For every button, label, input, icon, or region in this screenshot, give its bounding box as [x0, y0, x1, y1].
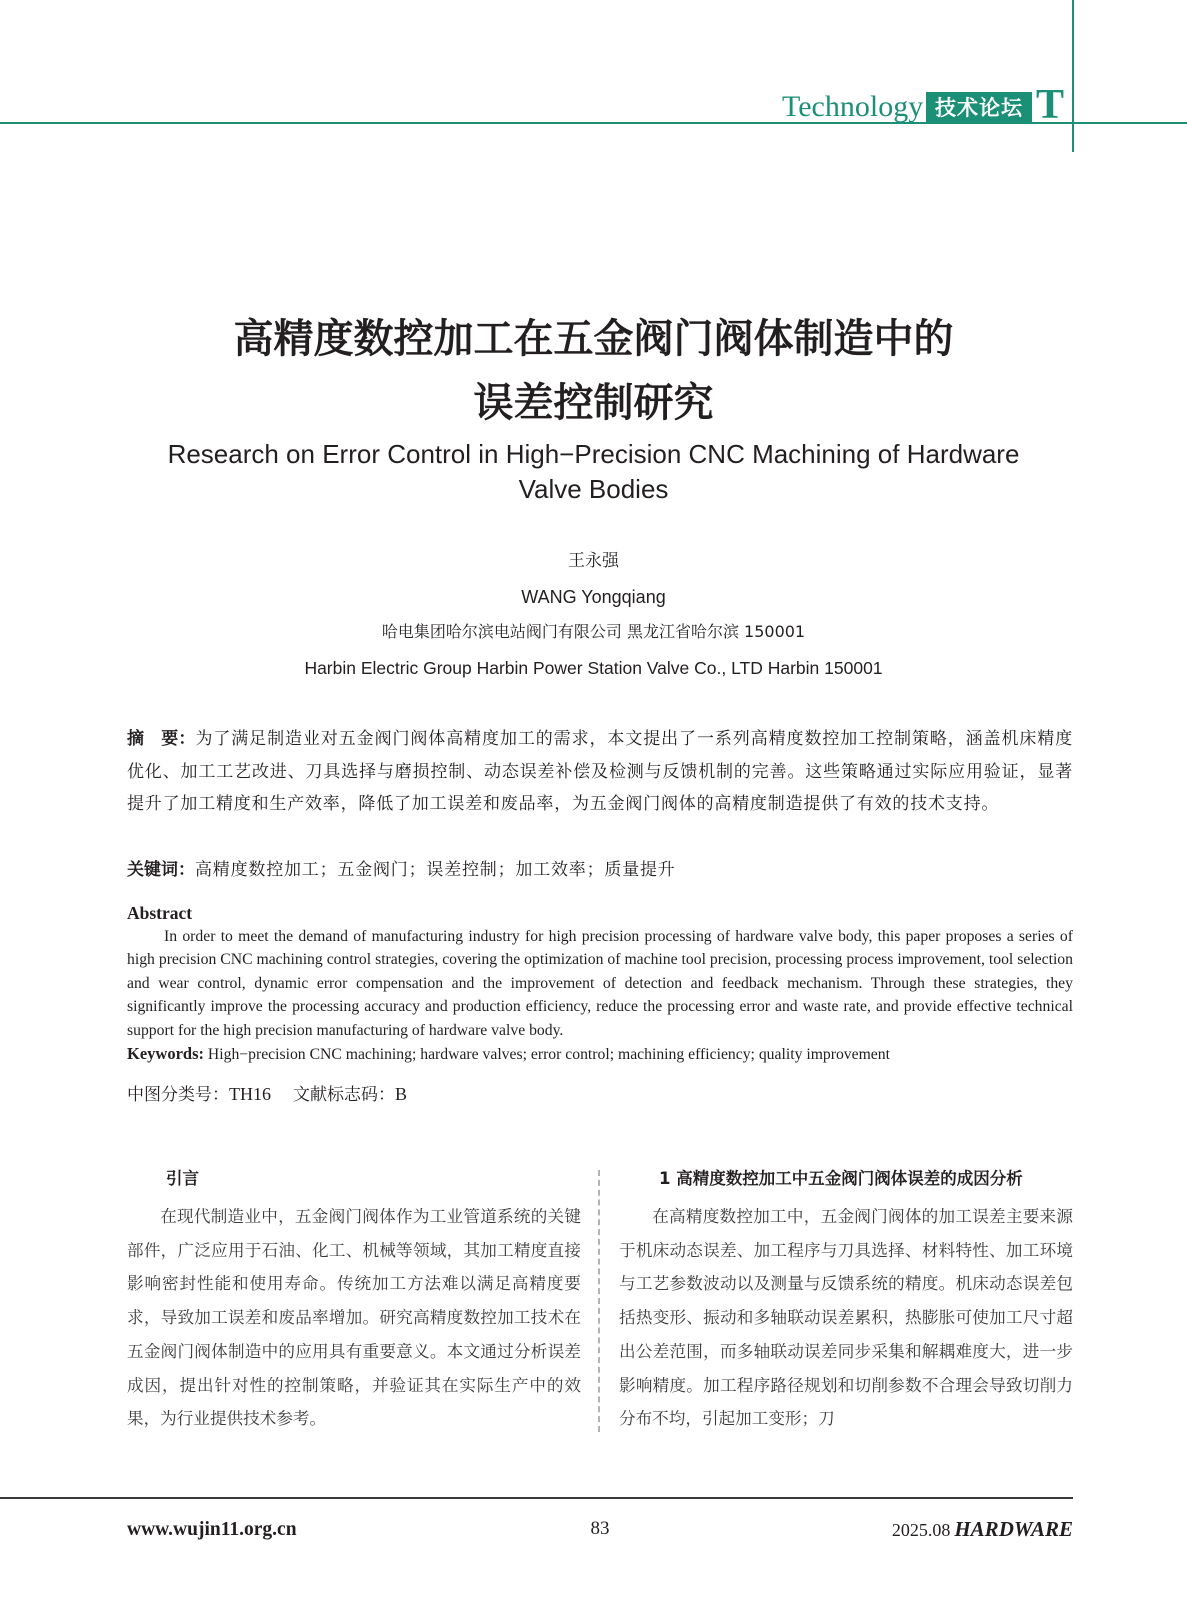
column-divider: [598, 1170, 600, 1432]
keywords-en-label: Keywords:: [127, 1044, 204, 1063]
title-cn-line2: 误差控制研究: [473, 380, 714, 426]
author-name-cn: 王永强: [568, 551, 619, 571]
doc-code-label: 文献标志码：: [293, 1085, 395, 1105]
abstract-en-text: In order to meet the demand of manufacturing industry for high precision processing of hardware valve body, this paper proposes a series of high precision CNC machining control strategies, covering the optimization of machine tool precision, processing process improvement, tool selection and wear control, dynamic error compensation and the improvement of detection and feedback mechanism. Through these strategies, they significantly improve the processing accuracy and production efficiency, reduce the processing error and waste rate, and provide effective technical support for the high precision manufacturing of hardware valve body.: [127, 928, 1073, 1039]
author-name-en: WANG Yongqiang: [521, 587, 666, 607]
doc-code-value: B: [395, 1084, 408, 1104]
keywords-cn-text: 高精度数控加工；五金阀门；误差控制；加工效率；质量提升: [195, 860, 676, 880]
title-en-line1: Research on Error Control in High−Precision CNC Machining of Hardware: [167, 439, 1020, 469]
section-heading-1: 1 高精度数控加工中五金阀门阀体误差的成因分析: [659, 1169, 1023, 1188]
affiliation-cn: 哈电集团哈尔滨电站阀门有限公司 黑龙江省哈尔滨 150001: [381, 622, 806, 641]
footer-issue: [800, 1516, 1073, 1545]
footer-rule: [0, 1497, 1073, 1499]
keywords-en: [127, 1042, 1073, 1066]
clc-label: 中图分类号：: [127, 1085, 229, 1105]
classification-line: [127, 1080, 407, 1109]
abstract-en-heading: Abstract: [127, 903, 193, 923]
section-label-en: Technology: [782, 90, 924, 123]
magazine-name: HARDWARE: [954, 1517, 1073, 1541]
clc-value: TH16: [229, 1084, 271, 1104]
section-1-text: 在高精度数控加工中，五金阀门阀体的加工误差主要来源于机床动态误差、加工程序与刀具选择、材料特性、加工环境与工艺参数波动以及测量与反馈系统的精度。机床动态误差包括热变形、振动和多轴联动误差累积，热膨胀可使加工尺寸超出公差范围，而多轴联动误差同步采集和解耦难度大，进一步影响精度。加工程序路径规划和切削参数不合理会导致切削力分布不均，引起加工变形；刀: [619, 1207, 1073, 1429]
keywords-cn-label: 关键词：: [127, 860, 195, 880]
footer-url: www.wujin11.org.cn: [127, 1519, 297, 1540]
abstract-cn-text: 为了满足制造业对五金阀门阀体高精度加工的需求，本文提出了一系列高精度数控加工控制策略，涵盖机床精度优化、加工工艺改进、刀具选择与磨损控制、动态误差补偿及检测与反馈机制的完善。这些策略通过实际应用验证，显著提升了加工精度和生产效率，降低了加工误差和废品率，为五金阀门阀体的高精度制造提供了有效的技术支持。: [127, 729, 1074, 814]
header-vertical-rule: [1072, 0, 1074, 152]
keywords-cn: [127, 855, 1073, 885]
intro-paragraph: [127, 1200, 581, 1436]
page-number: 83: [590, 1518, 610, 1539]
issue-date: 2025.08: [891, 1520, 951, 1540]
section-label-cn: 技术论坛: [926, 92, 1032, 124]
abstract-cn-label: 摘 要：: [127, 729, 196, 749]
section-letter-logo: T: [1036, 82, 1065, 128]
title-cn-line1: 高精度数控加工在五金阀门阀体制造中的: [233, 316, 954, 362]
intro-text: 在现代制造业中，五金阀门阀体作为工业管道系统的关键部件，广泛应用于石油、化工、机械等领域，其加工精度直接影响密封性能和使用寿命。传统加工方法难以满足高精度要求，导致加工误差和废品率增加。研究高精度数控加工技术在五金阀门阀体制造中的应用具有重要意义。本文通过分析误差成因，提出针对性的控制策略，并验证其在实际生产中的效果，为行业提供技术参考。: [127, 1207, 581, 1429]
keywords-en-text: High−precision CNC machining; hardware valves; error control; machining efficiency; quality improvement: [207, 1046, 890, 1063]
abstract-cn: [127, 723, 1073, 821]
title-en-line2: Valve Bodies: [518, 474, 669, 504]
affiliation-en: Harbin Electric Group Harbin Power Station Valve Co., LTD Harbin 150001: [304, 658, 883, 678]
section-1-paragraph: [619, 1200, 1073, 1436]
section-heading-intro: 引言: [166, 1169, 199, 1188]
